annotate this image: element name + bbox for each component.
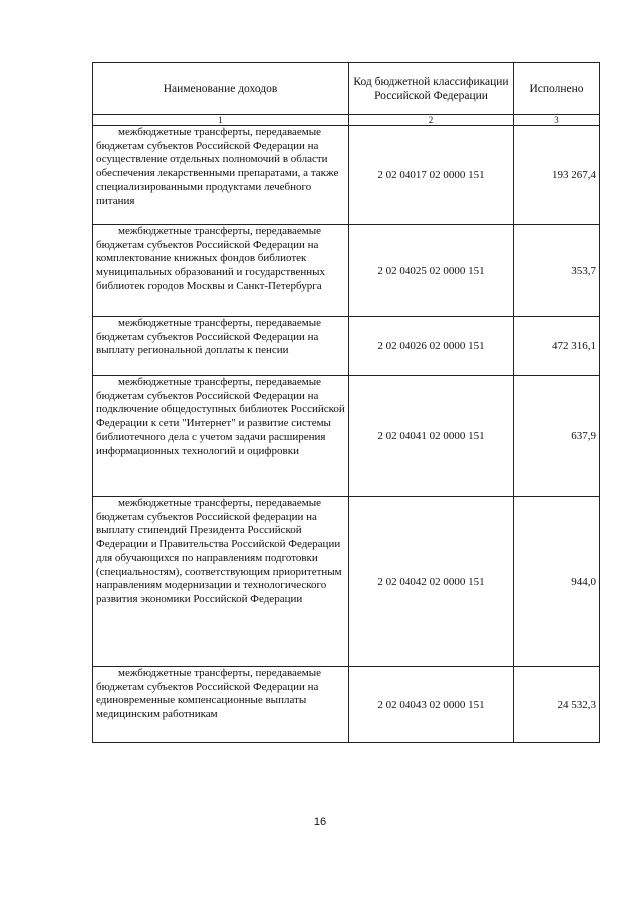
budget-code-cell: 2 02 04042 02 0000 151 [349, 497, 514, 667]
column-number: 2 [349, 115, 514, 126]
header-revenue-name: Наименование доходов [93, 63, 349, 115]
executed-value-cell: 637,9 [514, 376, 600, 497]
header-row [93, 63, 600, 115]
revenue-name: межбюджетные трансферты, передаваемые бюджетам субъектов Российской Федерации на единовременные компенсационные выплаты медицинским работникам [96, 667, 322, 721]
revenue-name: межбюджетные трансферты, передаваемые бюджетам субъектов Российской федерации на выплату стипендий Президента Российской Федерации и Правительства Российской Федерации для обучающихся по направлениям подготовки (специальностям), соответствующим приоритетным направлениям модернизации и технологического развития экономики Российской Федерации [96, 497, 342, 605]
revenue-name-cell [93, 225, 349, 317]
table-row [93, 225, 600, 317]
executed-value-cell: 472 316,1 [514, 317, 600, 376]
column-number: 1 [93, 115, 349, 126]
revenue-name: межбюджетные трансферты, передаваемые бюджетам субъектов Российской Федерации на осуществление отдельных полномочий в области обеспечения лекарственными препаратами, а также специализированными продуктами лечебного питания [96, 126, 339, 207]
table-row [93, 376, 600, 497]
table-row [93, 317, 600, 376]
revenue-name-cell [93, 317, 349, 376]
table-row [93, 126, 600, 225]
budget-code-cell: 2 02 04025 02 0000 151 [349, 225, 514, 317]
revenue-name-cell [93, 376, 349, 497]
revenue-name: межбюджетные трансферты, передаваемые бюджетам субъектов Российской Федерации на выплату региональной доплаты к пенсии [96, 317, 322, 357]
executed-value-cell: 193 267,4 [514, 126, 600, 225]
budget-code-cell: 2 02 04041 02 0000 151 [349, 376, 514, 497]
revenue-name-cell [93, 126, 349, 225]
table-row [93, 497, 600, 667]
budget-code-cell: 2 02 04017 02 0000 151 [349, 126, 514, 225]
column-number: 3 [514, 115, 600, 126]
revenue-table [92, 62, 600, 743]
revenue-name-cell [93, 497, 349, 667]
column-number-row [93, 115, 600, 126]
executed-value-cell: 944,0 [514, 497, 600, 667]
executed-value-cell: 24 532,3 [514, 667, 600, 743]
revenue-name: межбюджетные трансферты, передаваемые бюджетам субъектов Российской Федерации на подключение общедоступных библиотек Российской Федерации к сети "Интернет" и развитие системы библиотечного дела с учетом задачи расширения информационных технологий и оцифровки [96, 376, 345, 457]
table-row [93, 667, 600, 743]
header-budget-code: Код бюджетной классификации Российской Федерации [349, 63, 514, 115]
budget-code-cell: 2 02 04026 02 0000 151 [349, 317, 514, 376]
revenue-name-cell [93, 667, 349, 743]
executed-value-cell: 353,7 [514, 225, 600, 317]
header-executed: Исполнено [514, 63, 600, 115]
budget-code-cell: 2 02 04043 02 0000 151 [349, 667, 514, 743]
page-number: 16 [313, 816, 327, 828]
revenue-name: межбюджетные трансферты, передаваемые бюджетам субъектов Российской Федерации на комплектование книжных фондов библиотек муниципальных образований и государственных библиотек городов Москвы и Санкт-Петербурга [96, 225, 326, 292]
